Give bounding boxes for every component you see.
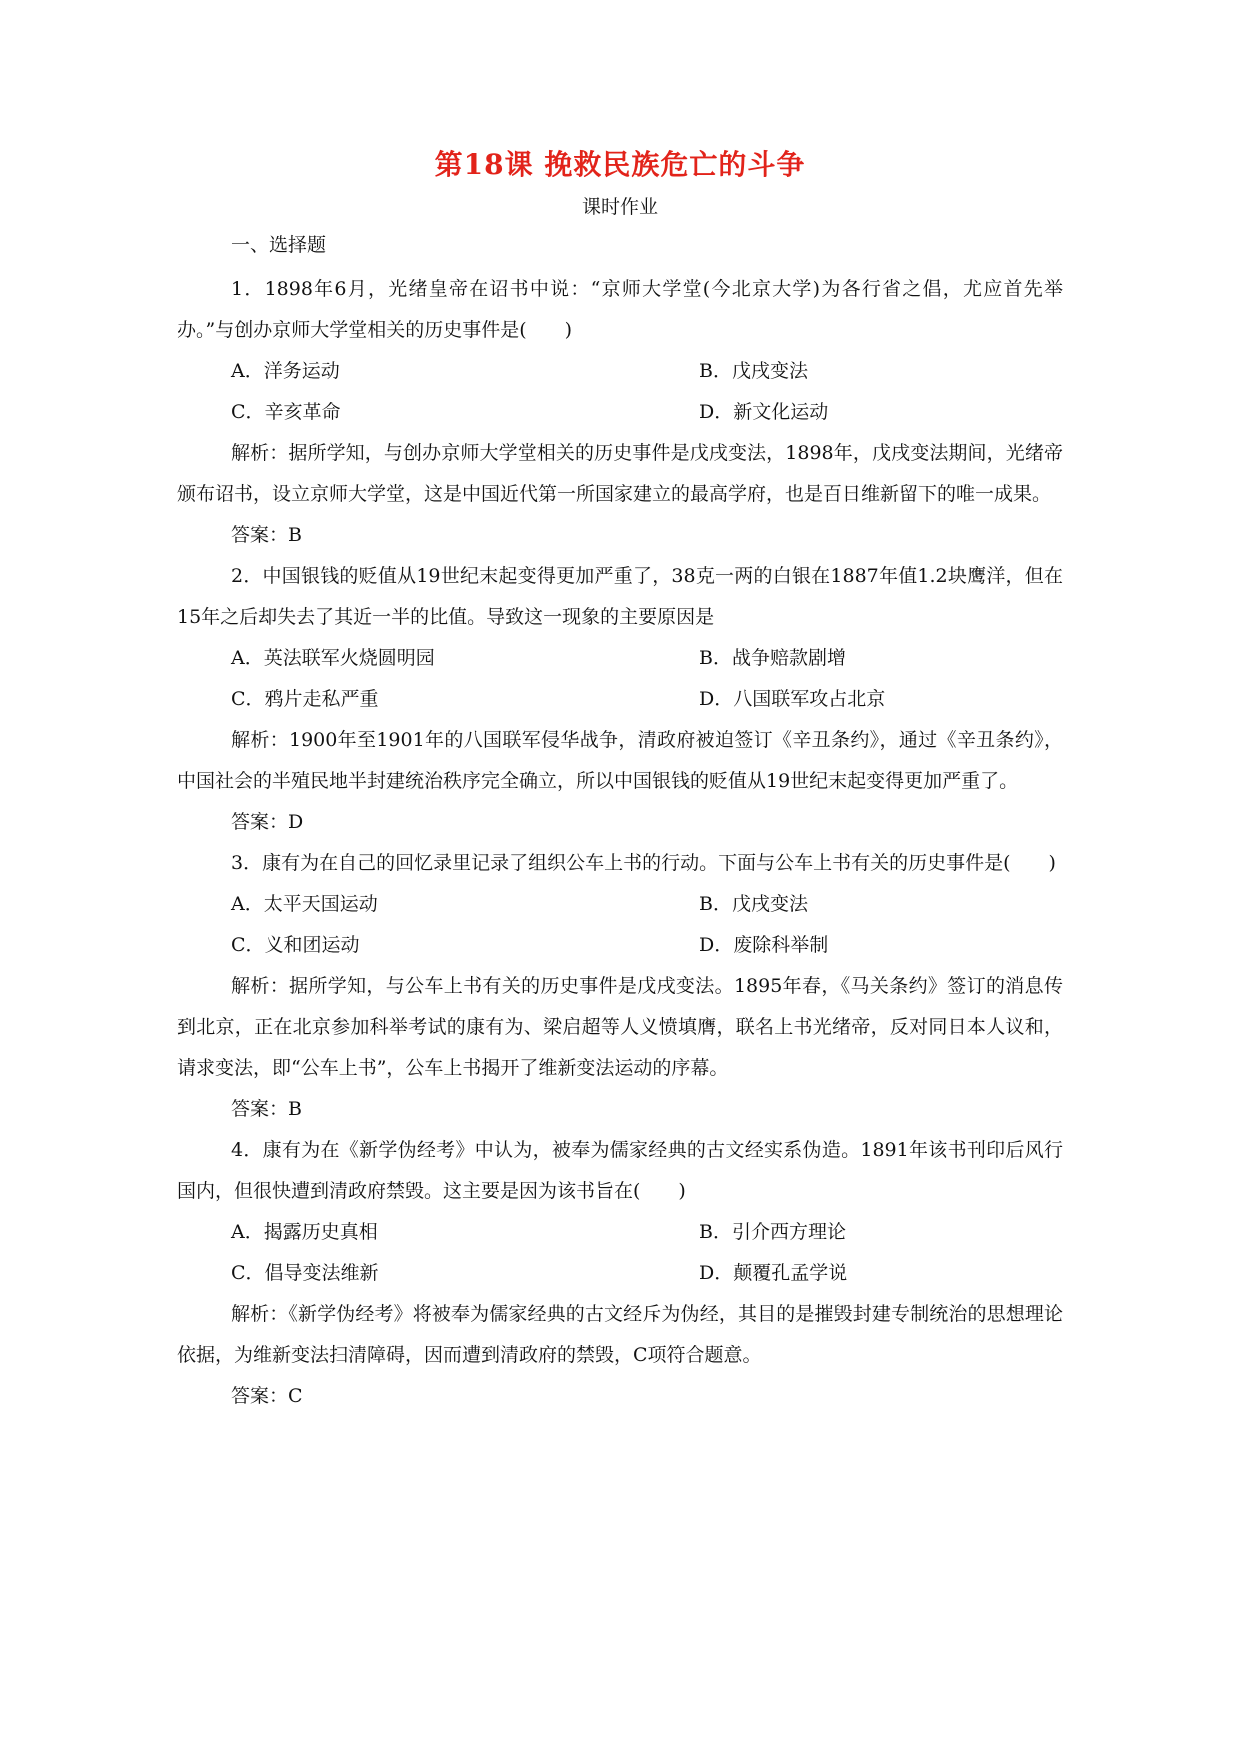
option-d: D．新文化运动 [699, 401, 829, 423]
question-stem: 4．康有为在《新学伪经考》中认为，被奉为儒家经典的古文经实系伪造。1891年该书刊印后风行国内，但很快遭到清政府禁毁。这主要是因为该书旨在( ) [177, 1139, 1063, 1202]
question-stem: 1．1898年6月，光绪皇帝在诏书中说：“京师大学堂(今北京大学)为各行省之倡，尤应首先举办。”与创办京师大学堂相关的历史事件是( ) [177, 278, 1063, 341]
question-4 [177, 1130, 1063, 1417]
question-2 [177, 556, 1063, 843]
lesson-subtitle: 课时作业 [581, 196, 658, 218]
question-1 [177, 269, 1063, 556]
option-a: A．英法联军火烧圆明园 [231, 647, 435, 669]
question-analysis: 解析：1900年至1901年的八国联军侵华战争，清政府被迫签订《辛丑条约》，通过《辛丑条约》，中国社会的半殖民地半封建统治秩序完全确立，所以中国银钱的贬值从19世纪末起变得更加严重了。 [177, 729, 1063, 792]
option-b: B．引介西方理论 [699, 1221, 846, 1243]
option-b: B．戊戌变法 [699, 360, 808, 382]
question-analysis: 解析：据所学知，与创办京师大学堂相关的历史事件是戊戌变法，1898年，戊戌变法期间，光绪帝颁布诏书，设立京师大学堂，这是中国近代第一所国家建立的最高学府，也是百日维新留下的唯一成果。 [177, 442, 1063, 505]
question-options [177, 884, 1063, 966]
option-a: A．太平天国运动 [231, 893, 378, 915]
question-analysis: 解析：据所学知，与公车上书有关的历史事件是戊戌变法。1895年春，《马关条约》签订的消息传到北京，正在北京参加科举考试的康有为、梁启超等人义愤填膺，联名上书光绪帝，反对同日本人议和，请求变法，即“公车上书”，公车上书揭开了维新变法运动的序幕。 [177, 975, 1063, 1079]
question-3 [177, 843, 1063, 1130]
question-stem: 2．中国银钱的贬值从19世纪末起变得更加严重了，38克一两的白银在1887年值1.2块鹰洋，但在15年之后却失去了其近一半的比值。导致这一现象的主要原因是 [177, 565, 1063, 628]
question-answer: 答案：C [231, 1385, 303, 1407]
option-d: D．废除科举制 [699, 934, 829, 956]
lesson-title: 第18课 挽救民族危亡的斗争 [434, 148, 806, 181]
question-options [177, 351, 1063, 433]
option-c: C．辛亥革命 [231, 401, 341, 423]
option-a: A．揭露历史真相 [231, 1221, 378, 1243]
option-d: D．颠覆孔孟学说 [699, 1262, 848, 1284]
option-b: B．战争赔款剧增 [699, 647, 846, 669]
option-d: D．八国联军攻占北京 [699, 688, 886, 710]
document-content [177, 145, 1063, 1417]
question-options [177, 638, 1063, 720]
option-a: A．洋务运动 [231, 360, 340, 382]
question-stem: 3．康有为在自己的回忆录里记录了组织公车上书的行动。下面与公车上书有关的历史事件是( ) [231, 852, 1056, 874]
question-answer: 答案：D [231, 811, 304, 833]
question-options [177, 1212, 1063, 1294]
option-b: B．戊戌变法 [699, 893, 808, 915]
section-heading: 一、选择题 [231, 234, 327, 256]
option-c: C．义和团运动 [231, 934, 360, 956]
question-analysis: 解析：《新学伪经考》将被奉为儒家经典的古文经斥为伪经，其目的是摧毁封建专制统治的思想理论依据，为维新变法扫清障碍，因而遭到清政府的禁毁，C项符合题意。 [177, 1303, 1063, 1366]
question-answer: 答案：B [231, 524, 302, 546]
question-answer: 答案：B [231, 1098, 302, 1120]
option-c: C．鸦片走私严重 [231, 688, 379, 710]
option-c: C．倡导变法维新 [231, 1262, 379, 1284]
